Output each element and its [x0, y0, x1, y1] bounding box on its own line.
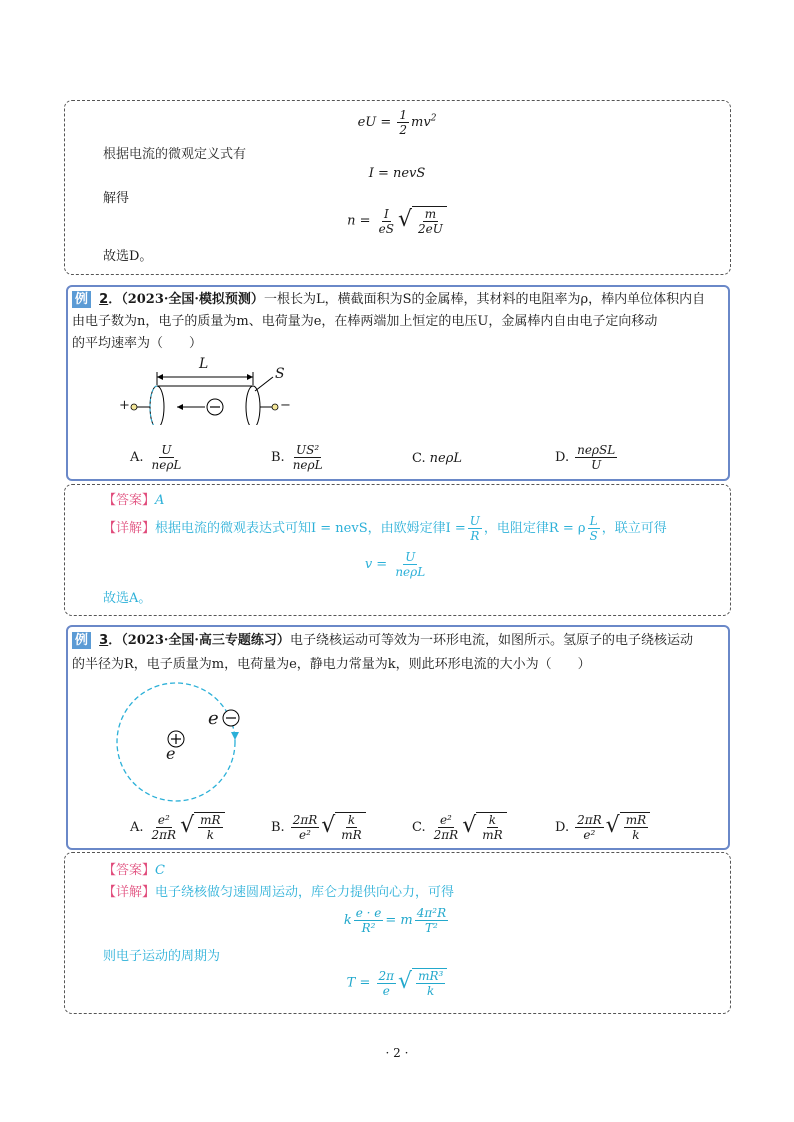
equation-coulomb: k $\frac{e \cdot e}{\text{R²}}$ = m $\frac{\text{4π²R}}{\text{T²}}$: [343, 906, 447, 935]
detail-text: 电子绕核做匀速圆周运动，库仑力提供向心力，可得: [155, 885, 455, 900]
text-micro-definition: 根据电流的微观定义式有: [103, 147, 247, 162]
figure-label-s: S: [275, 366, 285, 382]
answer-tag: 【答案】: [103, 863, 156, 878]
answer-tag: 【答案】: [103, 493, 156, 508]
detail-text-pre: 根据电流的微观表达式可知I = nevS，由欧姆定律I =: [155, 521, 466, 536]
figure-label-nucleus: e: [166, 744, 176, 763]
option-d[interactable]: D. $\frac{\text{neρSL}}{U}$: [555, 443, 616, 472]
detail-3-line: [103, 884, 454, 902]
figure-label-l: L: [199, 356, 209, 372]
equation-period: T = $\frac{2\pi}{e}$ √ $\frac{\text{mR³}}{k}$: [0, 968, 794, 998]
option-d[interactable]: D. $\frac{2\pi R}{\text{e²}}$ √ $\frac{mR}{k}$: [555, 812, 650, 842]
text-choose-d: 故选D。: [103, 249, 153, 264]
figure-label-plus: +: [119, 398, 130, 413]
option-a[interactable]: A. $\frac{\text{e²}}{2\pi R}$ √ $\frac{mR}{k}$: [130, 812, 225, 842]
atom-orbit-figure: [110, 680, 250, 805]
equation-v: v = $\frac{U}{\text{neρL}}$: [364, 550, 426, 579]
option-b[interactable]: B. $\frac{\text{US²}}{\text{neρL}}$: [271, 443, 323, 472]
detail-text-mid: ，电阻定律R = ρ: [483, 521, 586, 536]
option-b[interactable]: B. $\frac{2\pi R}{\text{e²}}$ √ $\frac{k}{mR}$: [271, 812, 366, 842]
page-number: · 2 ·: [385, 1046, 409, 1060]
answer-value: C: [155, 863, 165, 878]
option-a[interactable]: A. $\frac{U}{\text{neρL}}$: [130, 443, 182, 472]
question-line-2: 的半径为R，电子质量为m，电荷量为e，静电力常量为k，则此环形电流的大小为（ ）: [72, 657, 591, 672]
figure-label-minus: −: [280, 398, 291, 413]
example-3-header: [72, 632, 693, 650]
example-source: ．（2023·全国·高三专题练习）: [108, 633, 290, 648]
question-line-1: 电子绕核运动可等效为一环形电流，如图所示。氢原子的电子绕核运动: [289, 633, 693, 648]
equation-current: I = nevS: [368, 166, 426, 181]
text-choose-a: 故选A。: [103, 591, 152, 606]
option-c[interactable]: C. $\frac{\text{e²}}{2\pi R}$ √ $\frac{k}{mR}$: [412, 812, 507, 842]
example-source: ．（2023·全国·模拟预测）: [108, 292, 264, 307]
detail-2-line: 【详解】根据电流的微观表达式可知I = nevS，由欧姆定律I = $\frac{U}{R}$ ，电阻定律R = ρ $\frac{L}{S}$ ，联立可得: [103, 514, 667, 543]
example-badge: 例: [72, 632, 91, 649]
detail-text-post: ，联立可得: [601, 521, 667, 536]
answer-3-line: [103, 862, 165, 880]
example-2-header: [72, 291, 705, 309]
answer-value: A: [155, 493, 165, 508]
option-c[interactable]: C. neρL: [412, 451, 462, 466]
figure-label-electron: e: [208, 708, 219, 729]
text-period: 则电子运动的周期为: [103, 949, 221, 964]
text-solve: 解得: [103, 191, 130, 206]
example-number: 3: [99, 633, 109, 648]
question-line-3: 的平均速率为（ ）: [72, 336, 203, 351]
question-line-1: 一根长为L，横截面积为S的金属棒，其材料的电阻率为ρ，棒内单位体积内自: [263, 292, 706, 307]
question-line-2: 由电子数为n，电子的质量为m、电荷量为e，在棒两端加上恒定的电压U，金属棒内自由电子定向移动: [72, 314, 658, 329]
answer-2-line: [103, 492, 164, 510]
equation-n: n = $\frac{I}{eS}$ √ $\frac{m}{2eU}$: [0, 206, 794, 236]
detail-tag: 【详解】: [103, 885, 156, 900]
detail-tag: 【详解】: [103, 521, 156, 536]
example-badge: 例: [72, 291, 91, 308]
equation-energy: eU = $\frac{1}{2}$ $mv^2$: [357, 108, 437, 137]
example-number: 2: [99, 292, 109, 307]
